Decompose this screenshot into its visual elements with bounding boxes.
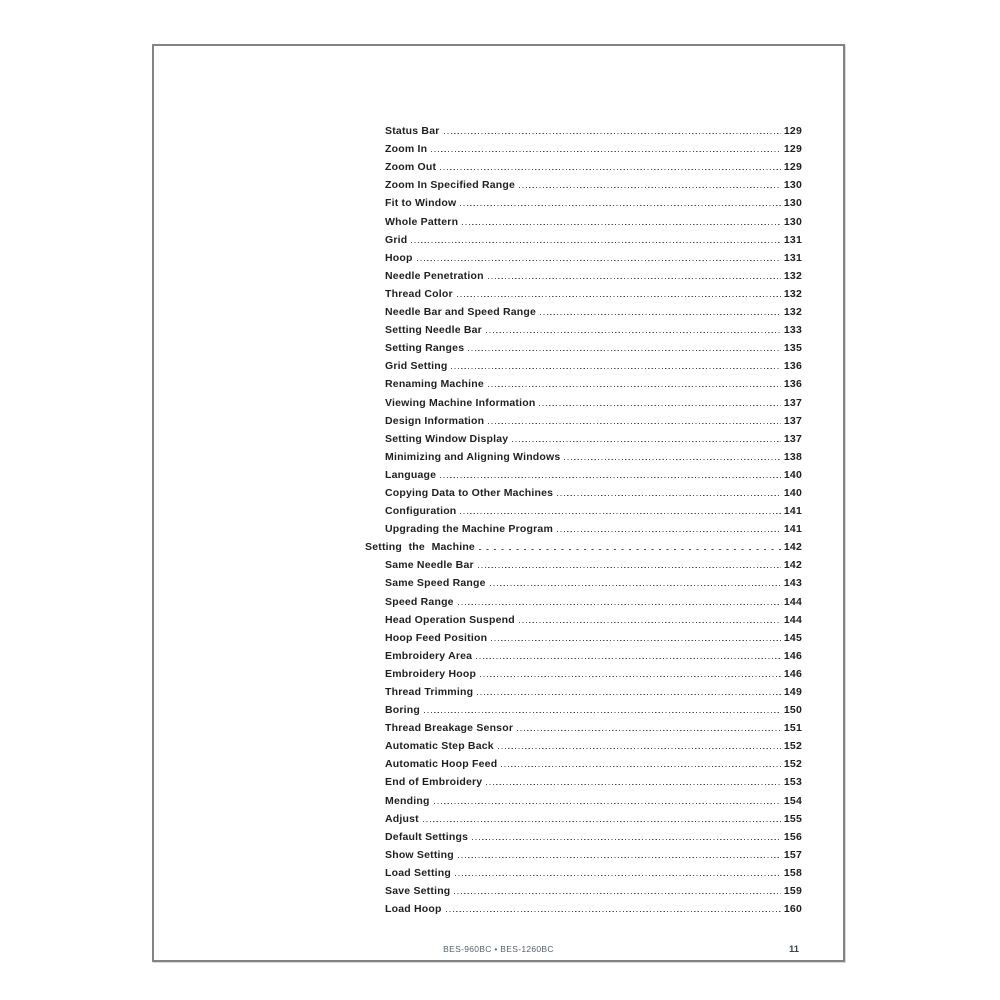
toc-entry-page: 132 xyxy=(783,287,802,300)
toc-entry-label: Language xyxy=(385,468,437,481)
dot-leader xyxy=(479,549,781,550)
toc-entry-page: 129 xyxy=(783,161,802,174)
toc-entry xyxy=(154,482,843,500)
toc-entry xyxy=(154,192,843,210)
toc-entry-label: Renaming Machine xyxy=(385,378,484,391)
toc-entry xyxy=(154,210,843,228)
toc-entry-label: Load Setting xyxy=(385,866,451,879)
toc-entry xyxy=(154,771,843,789)
toc-entry-label: Default Settings xyxy=(385,830,469,843)
toc-entry-label: Viewing Machine Information xyxy=(385,396,536,409)
toc-entry-label: Same Speed Range xyxy=(385,577,486,590)
dot-leader xyxy=(480,676,781,677)
toc-entry xyxy=(154,862,843,880)
toc-entry xyxy=(154,428,843,446)
dot-leader xyxy=(557,531,781,532)
dot-leader xyxy=(458,857,781,858)
dot-leader xyxy=(488,423,781,424)
toc-entry-label: Adjust xyxy=(385,812,419,825)
toc-entry xyxy=(154,174,843,192)
toc-entry-page: 155 xyxy=(783,812,802,825)
toc-entry-page: 152 xyxy=(783,740,802,753)
toc-entry-label: Automatic Step Back xyxy=(385,740,494,753)
toc-entry xyxy=(154,138,843,156)
toc-entry-label: Zoom Out xyxy=(385,161,437,174)
toc-entry-label: Same Needle Bar xyxy=(385,559,474,572)
dot-leader xyxy=(431,151,781,152)
toc-entry xyxy=(154,464,843,482)
footer-model-names: BES-960BC • BES-1260BC xyxy=(443,944,554,954)
dot-leader xyxy=(539,405,780,406)
toc-entry-label: Status Bar xyxy=(385,125,440,138)
toc-entry-label: Configuration xyxy=(385,505,457,518)
toc-entry xyxy=(154,337,843,355)
toc-entry-page: 135 xyxy=(783,342,802,355)
toc-entry-label: Setting Window Display xyxy=(385,432,509,445)
toc-entry-label: Needle Bar and Speed Range xyxy=(385,306,537,319)
toc-entry-label: Save Setting xyxy=(385,885,451,898)
dot-leader xyxy=(564,459,780,460)
dot-leader xyxy=(457,296,781,297)
dot-leader xyxy=(478,567,781,568)
toc-entry-label: Upgrading the Machine Program xyxy=(385,523,553,536)
dot-leader xyxy=(488,386,781,387)
toc-entry-page: 145 xyxy=(783,631,802,644)
toc-entry-label: Thread Color xyxy=(385,287,453,300)
toc-entry-label: Automatic Hoop Feed xyxy=(385,758,498,771)
toc-entry-label: Hoop xyxy=(385,251,413,264)
toc-entry-page: 152 xyxy=(783,758,802,771)
toc-entry-page: 131 xyxy=(783,233,802,246)
toc-entry-page: 142 xyxy=(783,559,802,572)
toc-entry-page: 146 xyxy=(783,667,802,680)
dot-leader xyxy=(519,187,781,188)
toc-entry-label: Zoom In xyxy=(385,143,428,156)
dot-leader xyxy=(557,495,781,496)
toc-entry xyxy=(154,319,843,337)
dot-leader xyxy=(460,205,781,206)
dot-leader xyxy=(490,585,781,586)
toc-entry xyxy=(154,844,843,862)
toc-entry-page: 159 xyxy=(783,885,802,898)
toc-entry-page: 132 xyxy=(783,269,802,282)
toc-entry xyxy=(154,699,843,717)
toc-entry xyxy=(154,554,843,572)
dot-leader xyxy=(440,169,781,170)
toc-entry-page: 158 xyxy=(783,866,802,879)
dot-leader xyxy=(477,694,781,695)
toc-entry xyxy=(154,265,843,283)
toc-entry-label: End of Embroidery xyxy=(385,776,483,789)
toc-entry-label: Setting Ranges xyxy=(385,342,465,355)
footer-page-number: 11 xyxy=(788,944,799,955)
toc-entry-page: 136 xyxy=(783,360,802,373)
toc-entry-label: Thread Breakage Sensor xyxy=(385,722,514,735)
toc-entry xyxy=(154,826,843,844)
toc-entry-label: Load Hoop xyxy=(385,903,442,916)
toc-entry-page: 140 xyxy=(783,486,802,499)
toc-entry-page: 141 xyxy=(783,523,802,536)
toc-entry xyxy=(154,518,843,536)
dot-leader xyxy=(451,368,780,369)
toc-entry-page: 140 xyxy=(783,468,802,481)
toc-entry-label: Head Operation Suspend xyxy=(385,613,515,626)
dot-leader xyxy=(444,133,781,134)
toc-entry-page: 146 xyxy=(783,649,802,662)
toc-entry xyxy=(154,627,843,645)
toc-entry-page: 143 xyxy=(783,577,802,590)
dot-leader xyxy=(411,242,780,243)
toc-entry-page: 130 xyxy=(783,179,802,192)
toc-entry-page: 151 xyxy=(783,722,802,735)
toc-entry-page: 130 xyxy=(783,197,802,210)
toc-entry-label: Grid Setting xyxy=(385,360,448,373)
toc-entry-page: 137 xyxy=(783,414,802,427)
toc-entry-page: 157 xyxy=(783,848,802,861)
dot-leader xyxy=(468,350,781,351)
toc-entry xyxy=(154,898,843,916)
toc-entry-label: Needle Penetration xyxy=(385,269,484,282)
toc-entry-page: 133 xyxy=(783,324,802,337)
toc-entry xyxy=(154,247,843,265)
dot-leader xyxy=(540,314,781,315)
toc-entry-label: Design Information xyxy=(385,414,485,427)
toc-entry-label: Embroidery Hoop xyxy=(385,667,477,680)
toc-entry-page: 142 xyxy=(783,541,802,554)
toc-entry-label: Speed Range xyxy=(385,595,454,608)
toc-entry-page: 129 xyxy=(783,125,802,138)
toc-entry xyxy=(154,717,843,735)
toc-entry-label: Embroidery Area xyxy=(385,649,473,662)
dot-leader xyxy=(454,893,780,894)
toc-entry-page: 154 xyxy=(783,794,802,807)
toc-list xyxy=(154,120,843,916)
toc-entry-page: 160 xyxy=(783,903,802,916)
dot-leader xyxy=(498,748,781,749)
dot-leader xyxy=(462,224,781,225)
toc-entry-label: Setting Needle Bar xyxy=(385,324,482,337)
toc-entry-page: 149 xyxy=(783,686,802,698)
toc-entry xyxy=(154,645,843,663)
dot-leader xyxy=(512,441,781,442)
toc-entry xyxy=(154,735,843,753)
toc-entry xyxy=(154,880,843,898)
toc-entry-page: 138 xyxy=(783,450,802,463)
toc-entry-page: 137 xyxy=(783,432,802,445)
toc-entry-page: 136 xyxy=(783,378,802,391)
toc-entry xyxy=(154,120,843,138)
dot-leader xyxy=(458,604,781,605)
toc-entry-page: 130 xyxy=(783,215,802,228)
toc-entry-page: 144 xyxy=(783,613,802,626)
toc-entry-label: Setting the Machine xyxy=(365,541,475,554)
toc-entry xyxy=(154,609,843,627)
toc-entry-label: Grid xyxy=(385,233,408,246)
toc-entry xyxy=(154,590,843,608)
toc-entry xyxy=(154,156,843,174)
toc-entry xyxy=(154,500,843,518)
toc-entry xyxy=(154,789,843,807)
toc-entry-page: 129 xyxy=(783,143,802,156)
toc-entry-label: Fit to Window xyxy=(385,197,457,210)
toc-entry-page: 153 xyxy=(783,776,802,789)
toc-entry-page: 156 xyxy=(783,830,802,843)
dot-leader xyxy=(434,803,781,804)
dot-leader xyxy=(440,477,781,478)
toc-entry-page: 150 xyxy=(783,704,802,717)
dot-leader xyxy=(486,784,781,785)
dot-leader xyxy=(455,875,781,876)
toc-entry xyxy=(154,663,843,681)
toc-entry xyxy=(154,572,843,590)
toc-entry-page: 141 xyxy=(783,505,802,518)
toc-entry xyxy=(154,391,843,409)
dot-leader xyxy=(460,513,780,514)
toc-entry xyxy=(154,753,843,771)
toc-entry-label: Mending xyxy=(385,794,430,807)
dot-leader xyxy=(491,640,781,641)
toc-entry-page: 137 xyxy=(783,396,802,409)
toc-entry-page: 131 xyxy=(783,251,802,264)
toc-entry xyxy=(154,446,843,464)
dot-leader xyxy=(517,730,781,731)
dot-leader xyxy=(519,622,781,623)
toc-entry-page: 144 xyxy=(783,595,802,608)
dot-leader xyxy=(486,332,781,333)
dot-leader xyxy=(472,839,781,840)
toc-entry-label: Boring xyxy=(385,704,421,717)
toc-entry xyxy=(154,681,843,699)
toc-entry xyxy=(154,301,843,319)
dot-leader xyxy=(423,821,781,822)
dot-leader xyxy=(501,766,781,767)
toc-entry xyxy=(154,410,843,428)
toc-entry-label: Thread Trimming xyxy=(385,686,474,698)
toc-entry xyxy=(154,808,843,826)
toc-entry xyxy=(154,355,843,373)
toc-entry-label: Show Setting xyxy=(385,848,454,861)
toc-entry-label: Copying Data to Other Machines xyxy=(385,486,554,499)
toc-entry xyxy=(154,373,843,391)
dot-leader xyxy=(424,712,781,713)
toc-entry-label: Zoom In Specified Range xyxy=(385,179,516,192)
toc-entry xyxy=(154,536,843,554)
toc-entry xyxy=(154,229,843,247)
toc-entry-label: Whole Pattern xyxy=(385,215,459,228)
toc-entry-label: Minimizing and Aligning Windows xyxy=(385,450,561,463)
dot-leader xyxy=(417,260,781,261)
dot-leader xyxy=(488,278,781,279)
toc-entry-label: Hoop Feed Position xyxy=(385,631,488,644)
toc-entry xyxy=(154,283,843,301)
dot-leader xyxy=(446,911,781,912)
dot-leader xyxy=(476,658,781,659)
toc-entry-page: 132 xyxy=(783,306,802,319)
manual-page xyxy=(152,44,845,962)
